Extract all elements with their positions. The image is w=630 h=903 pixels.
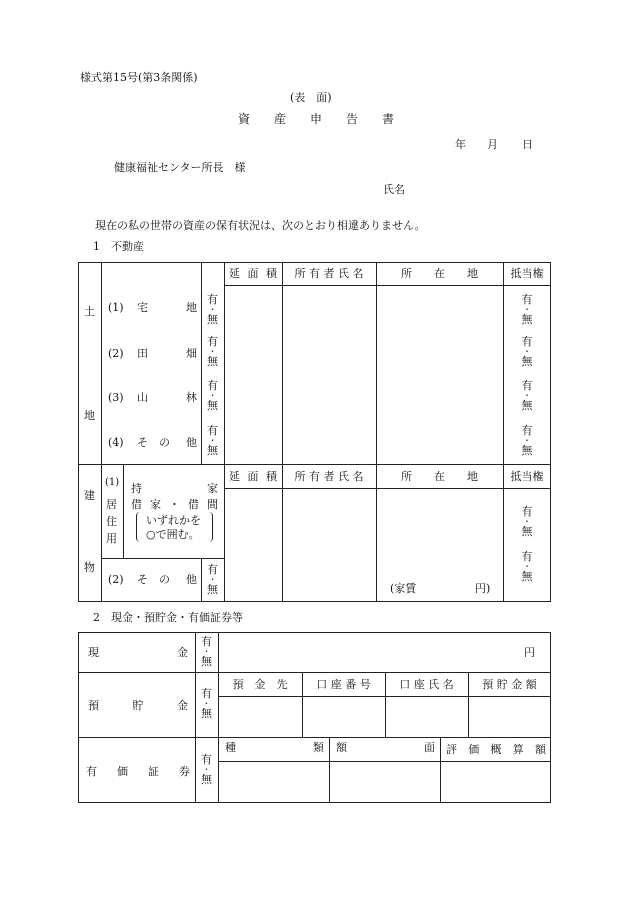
- umu-glyph: ・: [202, 698, 211, 708]
- deposit-account-name-header: 口 座 氏 名: [399, 677, 454, 691]
- section2-heading: 2 現金・預貯金・有価証券等: [93, 611, 243, 624]
- area-col-rule: [224, 262, 225, 602]
- deposit-row-rule: [78, 737, 551, 738]
- umu-glyph: 無: [521, 444, 533, 458]
- building-other-num: (2): [108, 573, 124, 586]
- rent-unit: 円): [475, 582, 491, 595]
- umu-glyph: 無: [201, 707, 212, 721]
- form-number: 様式第15号(第3条関係): [80, 71, 198, 84]
- area-header: 延 面 積: [229, 266, 277, 280]
- building-mortgage-header: 抵当権: [510, 469, 544, 483]
- umu-glyph: ・: [208, 574, 217, 584]
- securities-value-header: 評 価 概 算 額: [446, 742, 546, 756]
- umu-glyph: 有: [207, 335, 218, 349]
- umu-glyph: 有: [207, 293, 218, 307]
- deposit-bank-header: 預 金 先: [232, 677, 288, 691]
- rent-label: (家賃: [390, 582, 417, 595]
- owner-col-rule: [282, 262, 283, 602]
- umu-glyph: 無: [201, 773, 212, 787]
- residence-mortgage-2[interactable]: [503, 547, 551, 587]
- residence-rental[interactable]: 借 家 ・ 借 間: [131, 497, 218, 511]
- building-other-label-a: そ の: [137, 573, 170, 586]
- deposit-label: 預 貯 金: [88, 698, 188, 712]
- land-label-top: 土: [84, 305, 95, 318]
- umu-glyph: 無: [521, 525, 533, 539]
- umu-glyph: 有: [521, 379, 533, 393]
- cash-umu[interactable]: [195, 632, 218, 672]
- building-label-top: 建: [84, 489, 95, 502]
- umu-glyph: ・: [208, 435, 217, 445]
- building-area-header: 延 面 積: [229, 469, 277, 483]
- note-line-1: いずれかを: [146, 514, 201, 527]
- owner-header: 所 有 者 氏 名: [294, 266, 364, 280]
- land-2-umu[interactable]: [201, 332, 224, 372]
- securities-amount-a: 額: [336, 741, 347, 754]
- umu-glyph: 無: [521, 355, 533, 369]
- securities-label: 有 価 証 券: [86, 764, 190, 778]
- land-1-umu[interactable]: [201, 290, 224, 330]
- umu-glyph: 有: [521, 293, 533, 307]
- umu-glyph: ・: [523, 390, 531, 400]
- umu-glyph: 無: [207, 399, 218, 413]
- umu-glyph: ・: [208, 346, 217, 356]
- umu-glyph: ・: [208, 304, 217, 314]
- residence-inner-rule: [123, 464, 124, 558]
- umu-glyph: ・: [523, 435, 531, 445]
- umu-glyph: 無: [521, 313, 533, 327]
- residence-owned-a[interactable]: 持: [131, 482, 142, 495]
- umu-glyph: 無: [207, 583, 218, 597]
- umu-glyph: 有: [207, 424, 218, 438]
- securities-col-rule-2: [440, 737, 441, 803]
- umu-glyph: 有: [521, 550, 533, 564]
- land-header-rule: [224, 285, 551, 286]
- deposit-amount-header: 預 貯 金 額: [482, 677, 537, 691]
- applicant-name-label: 氏名: [383, 183, 405, 196]
- building-label-bottom: 物: [84, 561, 95, 574]
- umu-glyph: 有: [207, 379, 218, 393]
- securities-type-a: 種: [225, 741, 236, 754]
- umu-glyph: 有: [201, 687, 212, 701]
- cash-unit: 円: [524, 646, 535, 659]
- land-label-bottom: 地: [84, 409, 95, 422]
- addressee: 健康福祉センター所長 様: [114, 161, 246, 174]
- residence-owned-b[interactable]: 家: [207, 482, 218, 495]
- deposit-account-number-header: 口 座 番 号: [316, 677, 371, 691]
- building-owner-header: 所 有 者 氏 名: [294, 469, 364, 483]
- umu-glyph: 無: [207, 355, 218, 369]
- securities-header-rule: [218, 761, 551, 762]
- umu-glyph: 有: [521, 335, 533, 349]
- building-location-header: 所 在 地: [401, 469, 478, 483]
- land-4-mortgage[interactable]: [503, 421, 551, 461]
- land-building-divider: [78, 464, 551, 465]
- land-1-mortgage[interactable]: [503, 290, 551, 330]
- umu-glyph: ・: [523, 561, 531, 571]
- umu-glyph: 有: [521, 424, 533, 438]
- residence-label-3: 用: [106, 532, 117, 545]
- umu-glyph: 無: [521, 570, 533, 584]
- securities-amount-b: 面: [424, 741, 435, 754]
- building-header-rule: [224, 488, 551, 489]
- form-title: 資 産 申 告 書: [238, 112, 395, 126]
- location-header: 所 在 地: [401, 266, 478, 280]
- umu-glyph: 有: [201, 635, 212, 649]
- securities-umu[interactable]: [195, 750, 218, 790]
- category-col-rule: [101, 262, 102, 602]
- umu-glyph: 無: [207, 444, 218, 458]
- land-4-umu[interactable]: [201, 421, 224, 461]
- residence-label-1: 居: [106, 498, 117, 511]
- building-other-umu[interactable]: [201, 560, 224, 600]
- umu-glyph: 無: [521, 399, 533, 413]
- umu-glyph: 無: [201, 655, 212, 669]
- umu-glyph: 無: [207, 313, 218, 327]
- deposit-umu[interactable]: [195, 684, 218, 724]
- form-side-label: (表 面): [290, 91, 332, 104]
- building-other-label-b: 他: [186, 573, 197, 586]
- residence-label-2: 住: [106, 515, 117, 528]
- land-3-mortgage[interactable]: [503, 376, 551, 416]
- cash-label-a: 現: [88, 646, 99, 659]
- umu-glyph: ・: [202, 646, 211, 656]
- umu-glyph: ・: [523, 346, 531, 356]
- securities-type-b: 類: [313, 741, 324, 754]
- date-month-label: 月: [487, 138, 498, 151]
- umu-glyph: 有: [207, 563, 218, 577]
- securities-col-rule-1: [329, 737, 330, 803]
- land-2-mortgage[interactable]: [503, 332, 551, 372]
- building-other-rule: [101, 558, 224, 559]
- note-line-2: ○で囲む。: [146, 528, 200, 541]
- real-estate-table-border: [78, 262, 551, 602]
- declaration-statement: 現在の私の世帯の資産の保有状況は、次のとおり相違ありません。: [95, 219, 426, 232]
- land-3-umu[interactable]: [201, 376, 224, 416]
- assets-umu-col-rule: [218, 632, 219, 803]
- mortgage-header: 抵当権: [510, 266, 544, 280]
- umu-glyph: ・: [523, 304, 531, 314]
- location-col-rule: [376, 262, 377, 602]
- residence-num: (1): [105, 477, 120, 488]
- cash-row-rule: [78, 672, 551, 673]
- umu-glyph: ・: [208, 390, 217, 400]
- umu-glyph: 有: [521, 505, 533, 519]
- umu-glyph: ・: [523, 516, 531, 526]
- umu-glyph: 有: [201, 753, 212, 767]
- date-day-label: 日: [522, 138, 533, 151]
- date-year-label: 年: [455, 138, 466, 151]
- residence-mortgage-1[interactable]: [503, 502, 551, 542]
- umu-glyph: ・: [202, 764, 211, 774]
- cash-label-b: 金: [177, 646, 188, 659]
- section1-heading: 1 不動産: [93, 240, 144, 253]
